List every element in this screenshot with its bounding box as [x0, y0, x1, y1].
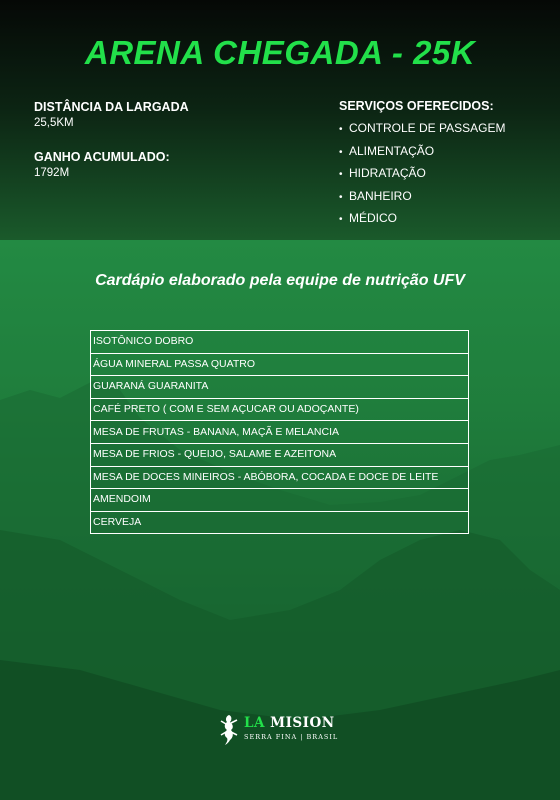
service-item: • BANHEIRO — [339, 186, 549, 209]
menu-item: MESA DE FRIOS - QUEIJO, SALAME E AZEITONA — [91, 443, 469, 466]
service-item: • ALIMENTAÇÃO — [339, 141, 549, 164]
services-list — [339, 118, 549, 231]
distance-label: DISTÂNCIA DA LARGADA — [34, 100, 189, 114]
service-item: • MÉDICO — [339, 208, 549, 231]
table-row — [91, 421, 469, 444]
table-row — [91, 466, 469, 489]
bullet-icon: • — [339, 124, 343, 135]
page-title: ARENA CHEGADA - 25K — [84, 34, 476, 71]
menu-item: AMENDOIM — [91, 489, 469, 512]
bullet-icon: • — [339, 146, 343, 158]
bullet-icon: • — [339, 191, 343, 203]
services-section — [339, 97, 549, 231]
menu-caption: Cardápio elaborado pela equipe de nutrição UFV — [95, 272, 465, 289]
logo-subtitle: SERRA FINA | BRASIL — [244, 733, 339, 741]
menu-table — [90, 330, 469, 534]
menu-item: GUARANÁ GUARANITA — [91, 376, 469, 399]
table-row — [91, 489, 469, 512]
table-row — [91, 353, 469, 376]
elevation-gain-value: 1792M — [34, 167, 70, 179]
menu-item: CAFÉ PRETO ( COM E SEM AÇUCAR OU ADOÇANTE) — [91, 398, 469, 421]
table-row — [91, 511, 469, 534]
services-title: SERVIÇOS OFERECIDOS: — [339, 99, 494, 113]
table-row — [91, 376, 469, 399]
table-row — [91, 331, 469, 354]
bullet-icon: • — [339, 214, 343, 225]
menu-item: ISOTÔNICO DOBRO — [91, 331, 469, 354]
race-stats — [34, 99, 294, 199]
lizard-icon — [218, 714, 240, 746]
menu-item: ÁGUA MINERAL PASSA QUATRO — [91, 353, 469, 376]
table-row — [91, 443, 469, 466]
service-item: • HIDRATAÇÃO — [339, 163, 549, 186]
bullet-icon: • — [339, 169, 343, 180]
logo-wordmark: LA MISION — [244, 715, 335, 731]
service-item: • CONTROLE DE PASSAGEM — [339, 118, 549, 141]
elevation-gain-label: GANHO ACUMULADO: — [34, 150, 170, 164]
table-row — [91, 398, 469, 421]
menu-item: MESA DE FRUTAS - BANANA, MAÇÃ E MELANCIA — [91, 421, 469, 444]
menu-item: MESA DE DOCES MINEIROS - ABÓBORA, COCADA E DOCE DE LEITE — [91, 466, 469, 489]
la-mision-logo — [218, 712, 348, 748]
menu-item: CERVEJA — [91, 511, 469, 534]
distance-value: 25,5KM — [34, 117, 74, 129]
